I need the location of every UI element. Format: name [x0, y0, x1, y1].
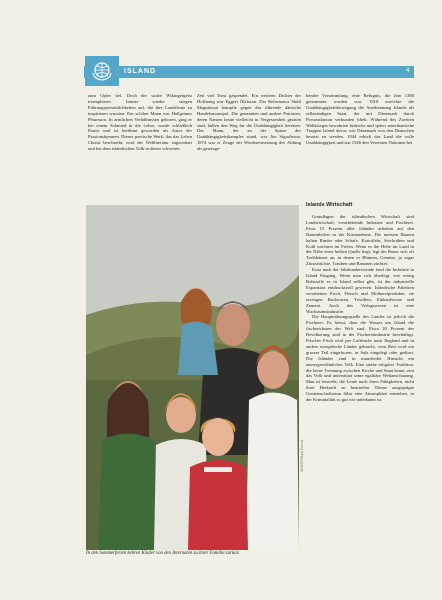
text-column-4	[306, 214, 414, 403]
un-emblem-icon	[85, 56, 119, 86]
paragraph: Kurz nach der Jahrhundertwende fand die Industrie in Island Eingang. Wenn man sich überlegt, wie wenig Rohstoffe es in Island selbst gibt, ist der industrielle Expansion eindrucksvoll gewesen. Isländische Fabriken verarbeiten Fisch, Fleisch und Molkereiprodukte; sie erzeugen Backwaren, Textilien, Einkaufsware und Zement. Auch das Verlagswesen ist eine Wachstumsindustrie.	[306, 267, 414, 314]
paragraph: zum Opfer fiel. Doch der stolze Wikingergeist triumphierte. Immer wieder stiegen Führungspersönlichkeiten auf, die ihre Landsleute zu inspirieren wussten. Ein solcher Mann war Hallgrímur Pétursson. In ärmlichen Verhältnissen geboren, ging er bei einem Schmied in die Lehre, wurde schließlich Pastor und ist berühmt geworden als Autor der Passionshymnen. Dieses poetische Werk, das das Leben Christi beschreibt, wird der Weltliteratur zugeordnet und hat dem isländischen Volk in dieser schweren	[88, 93, 192, 152]
family-photo	[86, 205, 299, 550]
section-heading: Islands Wirtschaft	[306, 202, 353, 208]
paragraph: Grundlagen der isländischen Wirtschaft sind Landwirtschaft, verarbeitende Industrie und Fischerei. Etwa 15 Prozent aller Isländer arbeiten auf den Bauernhöfen in der Küstenebene. Die meisten Bauern halten Rinder oder Schafe. Kartoffeln, Steckrüben und Kohl wachsen im Freien. Wenn es die Höhe im Land in der Nähe einer heißen Quelle liegt, legt der Bauer sich oft Treibhäuser an, in denen er Blumen, Gemüse, ja sogar Zitrusfrüchte, Trauben und Bananen züchtet.	[306, 214, 414, 267]
page-number: 4	[406, 68, 410, 74]
photo-credit: UNICEF/Mary Donna	[300, 440, 304, 473]
text-column-1	[88, 93, 192, 152]
text-column-3	[306, 93, 414, 146]
header-country: ISLAND	[124, 68, 157, 75]
paragraph: Die Hauptnährungsquelle des Landes ist jedoch die Fischerei. Es heisst, dass die Wasser um Island die fischreichsten der Welt sind. Etwa 20 Prozent der Bevölkerung sind in der Fischereiindustrie beschäftigt. Frischer Fisch wird per Luftfracht nach England und in andere europäische Länder gebracht, vom Rest wird ein grosser Teil eingefroren, in Salz eingelegt oder gedörrt. Die Isländer sind in mancherlei Hinsicht ein aussergewöhnliches Volk. Eine starke religiöse Tradition, die keine Trennung zwischen Kirche und Staat kennt, eint das Volk und unterstützt seine egalitäre Weltanschauung. Man ist bestrebt, die Leute nach ihren Fähigkeiten, nicht ihrer Herkunft zu beurteilen. Dieser ausgeprägte Gemeinschaftssinn führt eine Atmosphäre entstehen, in der Kriminalität so gut wie unbekannt ist.	[306, 314, 414, 403]
paragraph: bender Versammlung, eine Befugnis, die ihm 1380 genommen worden war. 1918 erreichte die Unabhängigkeitsbewegung die Anerkennung Islands als selbständigen Staat, der mit Dänemark durch Personalunion verbunden blieb. Während des Zweiten Weltkrieges bewahrten britische und später amerikanische Truppen Island davor, wie Dänemark von den Deutschen besetzt zu werden. 1944 erhielt das Land die volle Unabhängigkeit und trat 1946 den Vereinten Nationen bei.	[306, 93, 414, 146]
photo-caption: In den Sommerferien kehren Kinder von den Internaten zu ihrer Familie zurück.	[86, 551, 240, 556]
text-column-2	[197, 93, 301, 152]
paragraph: Zeit viel Trost gespendet. Ein weiterer Dichter der Hoffnung war Eggert Ólafsson. Der Reformator Skúli Magnússon kämpfte gegen das führende dänische Handelsmonopol. Die genannten und andere Patrioten, deren Namen heute vielleicht in Vergessenheit geraten sind, halfen den Weg für die Unabhängigkeit bereiten. Der Mann, der an der Spitze des Unabhängigkeitskampfes stand, war Jón Sigurðsson. 1874 war er Zeuge der Wiedereinsetzung des Althing als gesetzge-	[197, 93, 301, 152]
